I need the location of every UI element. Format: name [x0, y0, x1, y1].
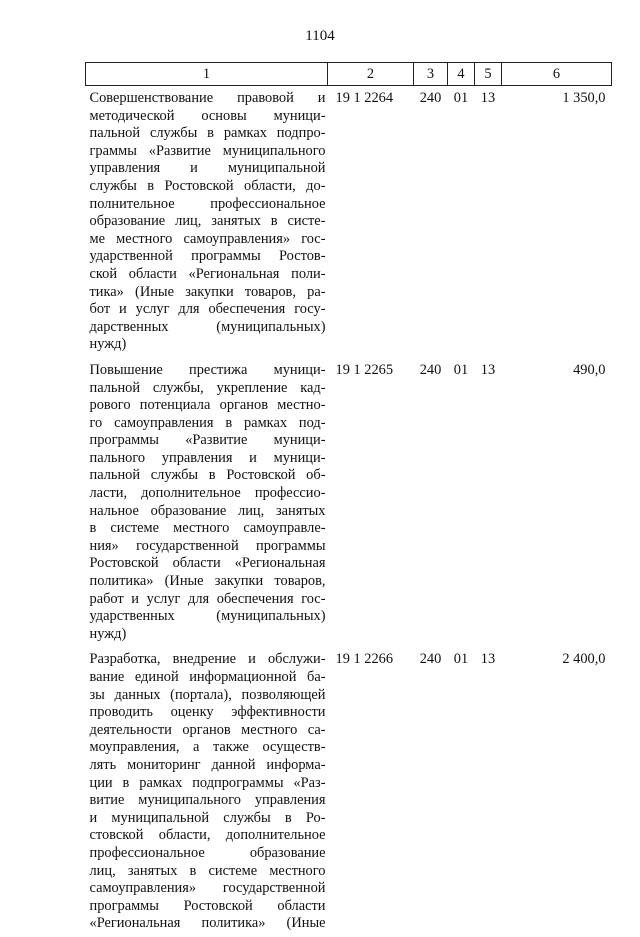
table-row — [86, 86, 612, 358]
description-line: проводить оценку эффективности — [89, 704, 326, 721]
description-line: нужд) — [89, 625, 127, 642]
description-line: лиц, занятых в системе местного — [89, 862, 326, 879]
row-col-5: 13 — [480, 90, 496, 106]
description-line: нальное образование лиц, занятых — [89, 502, 326, 519]
row-col-4: 01 — [453, 90, 469, 106]
description-line: нужд) — [89, 336, 127, 353]
table-header-row — [86, 63, 612, 86]
description-line: «Региональная политика» (Иные — [89, 915, 326, 932]
description-line: образование лиц, занятых в систе- — [89, 213, 326, 230]
row-description — [86, 647, 328, 937]
description-line: лять мониторинг данной информа- — [89, 756, 326, 773]
description-line: моуправления, а также осуществ- — [89, 739, 326, 756]
description-line: Совершенствование правовой и — [89, 90, 326, 106]
description-line: пальной службы в Ростовской об- — [89, 467, 326, 484]
description-line: бот и услуг для обеспечения госу- — [89, 301, 326, 318]
description-line: ударственной программы Ростов- — [89, 248, 326, 265]
header-col-1: 1 — [86, 63, 328, 86]
description-line: и муниципальной службы в Ро- — [89, 809, 326, 826]
description-line: го самоуправления в рамках под- — [89, 414, 326, 431]
description-line: программы «Развитие муници- — [89, 432, 326, 449]
description-line: ции в рамках подпрограммы «Раз- — [89, 774, 326, 791]
table-row — [86, 647, 612, 937]
description-line: рового потенциала органов местно- — [89, 397, 326, 414]
header-col-5: 5 — [475, 63, 502, 86]
description-line: службы в Ростовской области, до- — [89, 177, 326, 194]
row-col-3: 240 — [419, 651, 442, 668]
description-line: тика» (Иные закупки товаров, ра- — [89, 283, 326, 300]
row-code: 19 1 2264 — [335, 90, 394, 106]
description-line: витие муниципального управления — [89, 792, 326, 809]
row-code: 19 1 2266 — [335, 651, 394, 668]
description-line: вание единой информационной ба- — [89, 669, 326, 685]
description-line: стовской области, дополнительное — [89, 827, 326, 844]
table-row — [86, 358, 612, 648]
header-col-2: 2 — [328, 63, 414, 86]
row-amount: 490,0 — [573, 361, 606, 378]
description-line: ме местного самоуправления» гос- — [89, 230, 326, 247]
header-col-3: 3 — [414, 63, 448, 86]
description-line: пальной службы, укрепление кад- — [89, 379, 326, 396]
description-line: работ и услуг для обеспечения гос- — [89, 590, 326, 607]
header-col-4: 4 — [448, 63, 475, 86]
header-col-6: 6 — [502, 63, 612, 86]
description-line: в системе местного самоуправле- — [89, 520, 326, 537]
description-line: Разработка, внедрение и обслужи- — [89, 651, 326, 668]
description-line: методической основы муници- — [89, 107, 326, 124]
description-line: ласти, дополнительное профессио- — [89, 485, 326, 502]
description-line: деятельности органов местного са- — [89, 721, 326, 738]
row-col-3: 240 — [419, 361, 442, 378]
description-line: самоуправления» государственной — [89, 880, 326, 897]
row-amount: 1 350,0 — [562, 90, 606, 106]
row-code: 19 1 2265 — [335, 361, 394, 378]
description-line: дарственных (муниципальных) — [89, 318, 326, 335]
description-line: управления и муниципальной — [89, 160, 326, 177]
description-line: пальной службы в рамках подпро- — [89, 125, 326, 142]
description-line: полнительное профессиональное — [89, 195, 326, 212]
row-col-4: 01 — [453, 361, 469, 378]
row-amount: 2 400,0 — [562, 651, 606, 668]
row-col-5: 13 — [480, 361, 496, 378]
description-line: ской области «Региональная поли- — [89, 265, 326, 282]
description-line: зы данных (портала), позволяющей — [89, 686, 326, 703]
description-line: граммы «Развитие муниципального — [89, 142, 326, 159]
row-col-5: 13 — [480, 651, 496, 668]
row-description — [86, 86, 328, 358]
description-line: ударственных (муниципальных) — [89, 608, 326, 625]
row-col-4: 01 — [453, 651, 469, 668]
description-line: программы Ростовской области — [89, 897, 326, 914]
description-line: профессиональное образование — [89, 844, 326, 861]
description-line: Повышение престижа муници- — [89, 361, 326, 378]
description-line: пального управления и муници- — [89, 449, 326, 466]
page-number: 1104 — [305, 28, 335, 44]
row-col-3: 240 — [419, 90, 442, 106]
description-line: ния» государственной программы — [89, 537, 326, 554]
description-line: политика» (Иные закупки товаров, — [89, 573, 326, 590]
row-description — [86, 358, 328, 648]
description-line: Ростовской области «Региональная — [89, 555, 326, 572]
budget-table — [85, 62, 612, 937]
